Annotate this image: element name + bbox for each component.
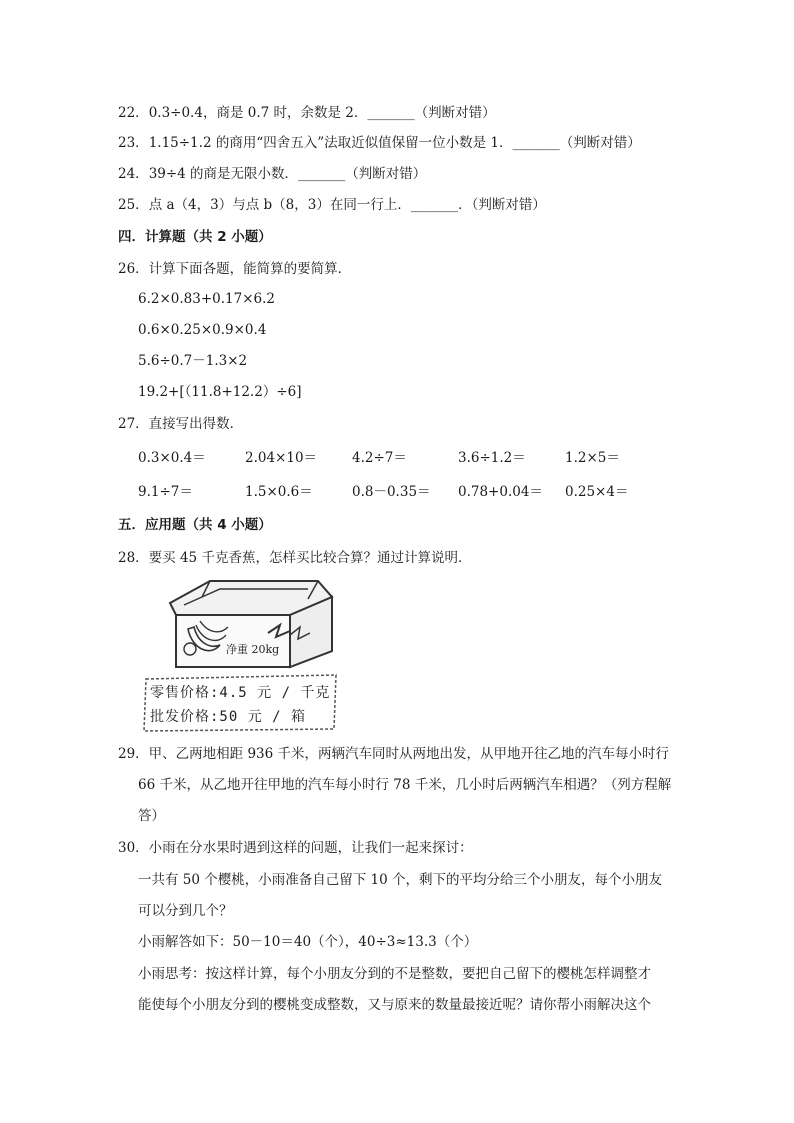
question-30-line: 可以分到几个？ <box>138 903 233 919</box>
expression: 6.2×0.83+0.17×6.2 <box>138 291 275 307</box>
oral-calc: 3.6÷1.2＝ <box>458 450 526 466</box>
wholesale-price: 批发价格:50 元 / 箱 <box>150 709 307 725</box>
question-26-stem: 26．计算下面各题，能简算的要简算． <box>118 261 352 277</box>
banana-box-figure <box>140 575 342 735</box>
question-25 <box>118 196 546 214</box>
oral-calc: 0.78+0.04＝ <box>458 484 543 500</box>
question-23 <box>118 134 641 152</box>
question-28-stem: 28．要买 45 千克香蕉，怎样买比较合算？通过计算说明． <box>118 550 472 566</box>
oral-calc: 9.1÷7＝ <box>138 484 193 500</box>
oral-calc: 0.3×0.4＝ <box>138 450 206 466</box>
question-number: 23． <box>118 135 149 151</box>
question-30-line: 30．小雨在分水果时遇到这样的问题，让我们一起来探讨： <box>118 840 473 856</box>
question-24 <box>118 165 426 183</box>
question-text: 点 a（4，3）与点 b（8，3）在同一行上．_______．（判断对错） <box>148 197 546 213</box>
expression: 19.2+[（11.8+12.2）÷6] <box>138 384 302 400</box>
expression: 0.6×0.25×0.9×0.4 <box>138 322 267 338</box>
box-weight-label: 净重 20kg <box>226 643 280 656</box>
oral-calc: 1.5×0.6＝ <box>245 484 313 500</box>
question-text: 1.15÷1.2 的商用“四舍五入”法取近似值保留一位小数是 1．_______（判断对错） <box>148 135 641 151</box>
question-30-line: 小雨思考：按这样计算，每个小朋友分到的不是整数，要把自己留下的樱桃怎样调整才 <box>138 966 651 982</box>
oral-calc: 4.2÷7＝ <box>352 450 407 466</box>
question-29-line: 29．甲、乙两地相距 936 千米，两辆汽车同时从两地出发，从甲地开往乙地的汽车每小时行 <box>118 746 670 762</box>
oral-calc: 1.2×5＝ <box>565 450 620 466</box>
oral-calc: 0.25×4＝ <box>565 484 629 500</box>
oral-calc: 2.04×10＝ <box>245 450 318 466</box>
expression: 5.6÷0.7－1.3×2 <box>138 353 248 369</box>
question-30-line: 一共有 50 个樱桃，小雨准备自己留下 10 个，剩下的平均分给三个小朋友，每个小朋友 <box>138 872 663 888</box>
question-27-stem: 27．直接写出得数． <box>118 416 244 432</box>
question-30-line: 小雨解答如下：50－10＝40（个），40÷3≈13.3（个） <box>138 934 478 950</box>
question-number: 24． <box>118 166 149 182</box>
question-number: 25． <box>118 197 149 213</box>
question-29-line: 66 千米，从乙地开往甲地的汽车每小时行 78 千米，几小时后两辆汽车相遇？（列方程解 <box>138 777 672 793</box>
question-number: 22． <box>118 105 149 121</box>
question-22 <box>118 104 496 122</box>
question-30-line: 能使每个小朋友分到的樱桃变成整数，又与原来的数量最接近呢？请你帮小雨解决这个 <box>138 997 651 1013</box>
section-heading-application: 五．应用题（共 4 小题） <box>118 517 272 533</box>
question-text: 0.3÷0.4，商是 0.7 时，余数是 2．_______（判断对错） <box>148 105 496 121</box>
retail-price: 零售价格:4.5 元 / 千克 <box>150 685 331 701</box>
question-text: 39÷4 的商是无限小数．_______（判断对错） <box>148 166 427 182</box>
section-heading-calculation: 四．计算题（共 2 小题） <box>118 229 272 245</box>
question-29-line: 答） <box>138 808 165 824</box>
oral-calc: 0.8－0.35＝ <box>352 484 431 500</box>
